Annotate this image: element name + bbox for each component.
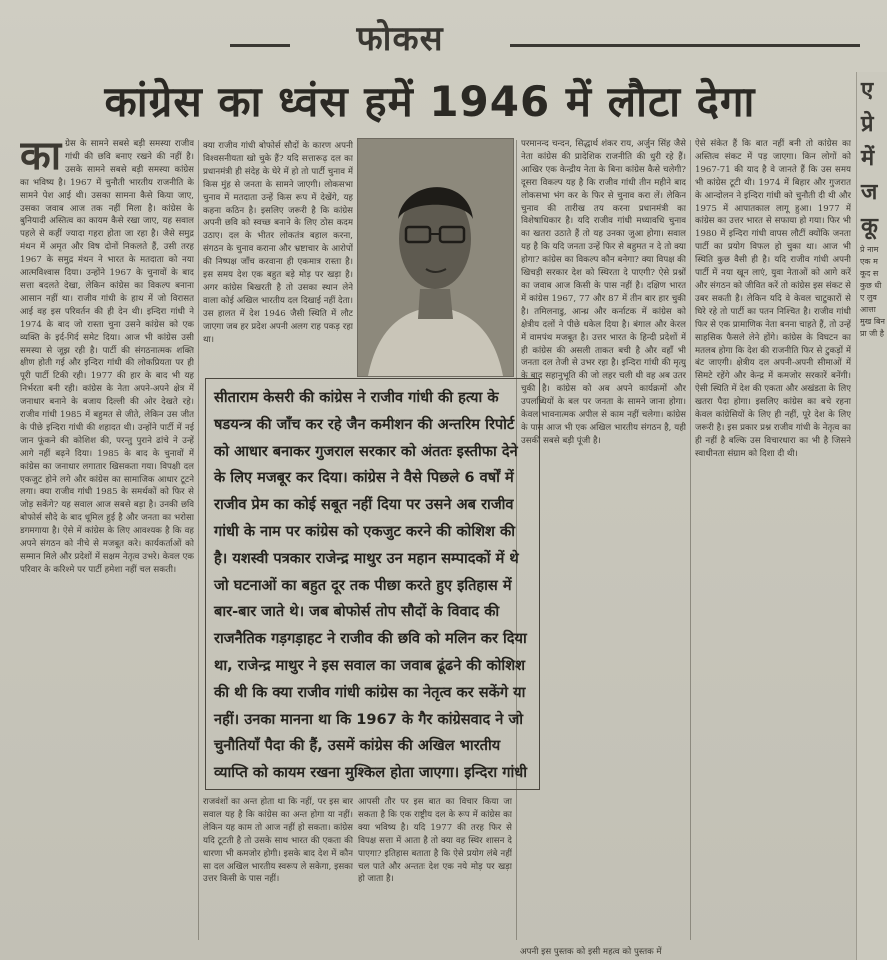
article-column-1 (20, 138, 194, 944)
strip-heading-fragment: ज (861, 180, 878, 205)
column-rule (690, 140, 691, 940)
article-headline: कांग्रेस का ध्वंस हमें 1946 में लौटा देगा (104, 77, 756, 126)
callout-box: सीताराम केसरी की कांग्रेस ने राजीव गांधी की हत्या के षडयन्त्र की जाँच कर रहे जैन कमीशन की अन्तरिम रिपोर्ट को आधार बनाकर गुजराल सरकार को अंततः इस्तीफा देने के लिए मजबूर कर दिया। कांग्रेस ने वैसे पिछले 6 वर्षों में राजीव प्रेम का कोई सबूत नहीं दिया पर उसने अब राजीव गांधी के नाम पर कांग्रेस को एकजुट करने की कोशिश की है। यशस्वी पत्रकार राजेन्द्र माथुर उन महान सम्पादकों में थे जो घटनाओं का बहुत दूर तक पीछा करते हुए इतिहास में बार-बार जाते थे। जब बोफोर्स तोप सौदों के विवाद की राजनैतिक गड़गड़ाहट ने राजीव की छवि को मलिन कर दिया था, राजेन्द्र माथुर ने इस सवाल का जवाब ढूंढने की कोशिश की थी कि क्या राजीव गांधी कांग्रेस का नेतृत्व कर सकेंगे या नहीं। उनका मानना था कि 1967 के गैर कांग्रेसवाद ने जो चुनौतियाँ पैदा की हैं, उसमें कांग्रेस की अखिल भारतीय व्याप्ति को कायम रखना मुश्किल होता जाएगा। इन्दिरा गांधी (205, 378, 540, 790)
column-text: ऐसे संकेत हैं कि बात नहीं बनी तो कांग्रेस का अस्तित्व संकट में पड़ जाएगा। किन लोगों को 1967-71 की याद है वे जानते हैं कि उस समय भी कांग्रेस टूटी थी। 1974 में बिहार और गुजरात के आन्दोलन ने इन्दिरा गांधी को चुनौती दी थी और 1975 में आपातकाल लागू हुआ। 1977 में कांग्रेस का उत्तर भारत से सफाया हो गया। फिर भी 1980 में इन्दिरा गांधी वापस लौटीं क्योंकि जनता पार्टी का प्रयोग विफल हो चुका था। आज भी स्थिति कुछ वैसी ही है। यदि राजीव गांधी अपनी पार्टी में नया खून लाएं, युवा नेताओं को आगे करें और संगठन को जीवित करें तो कांग्रेस इस संकट से उबर सकती है। लेकिन यदि वे केवल चाटुकारों से घिरे रहे तो पार्टी का पतन निश्चित है। राजीव गांधी फिर से एक प्रामाणिक नेता बनना चाहते हैं, तो उन्हें साहसिक फैसले लेने होंगे। कांग्रेस के विघटन का मतलब होगा कि देश की राजनीति फिर से टुकड़ों में बंट जाएगी। क्षेत्रीय दल अपनी-अपनी सीमाओं में सिमटे रहेंगे और केन्द्र में कमजोर सरकारें बनेंगी। ऐसी स्थिति में देश की एकता और अखंडता के लिए खतरा पैदा होगा। इसलिए कांग्रेस का बचे रहना केवल कांग्रेसियों के लिए ही नहीं, पूरे देश के लिए जरूरी है। इस प्रकार प्रश्न राजीव गांधी के नेतृत्व का ही नहीं है बल्कि उस विचारधारा का भी है जिसने स्वाधीनता संग्राम को दिशा दी थी। (695, 139, 851, 459)
strip-heading-fragment: कू (861, 214, 878, 239)
strip-text-fragment: प्रे नाम एक म कूद स कुछ धी ए लुव आत्ता मुख बिन प्रा जी है (860, 245, 885, 338)
kicker-rule-right (510, 44, 860, 47)
portrait-image (358, 139, 513, 376)
article-column-2 (203, 140, 353, 374)
strip-heading-fragment: ए (861, 78, 874, 103)
adjacent-article-strip (856, 72, 887, 960)
section-kicker: फोकस (356, 19, 444, 59)
author-photo (357, 138, 514, 377)
strip-heading-fragment: प्रे (861, 112, 874, 137)
column-text: ग्रेस के सामने सबसे बड़ी समस्या राजीव गांधी की छवि बनाए रखने की नहीं है। उसके सामने सबसे बड़ी समस्या कांग्रेस का भविष्य है। 1967 में चुनौती भारतीय राजनीति के सामने पेश आई थी। उसका सामना कैसे किया जाए, उसका जवाब आज तक नहीं मिला है। कांग्रेस के बुनियादी अस्तित्व का कायम कैसे रखा जाए, यह सवाल पहले से कहीं ज्यादा गहरा होता जा रहा है। जैसे समुद्र मंथन में अमृत और विष दोनों निकलते हैं, उसी तरह 1967 के समुद्र मंथन ने भारत के मतदाता को नया आत्मविश्वास दिया। उन्होंने 1967 के चुनावों के बाद सत्ता बदलते देखा, लेकिन कांग्रेस का विकल्प बनाना आसान नहीं था। राजीव गांधी के हाथ में जो विरासत आई वह इस परिवर्तन की ही देन थी। इन्दिरा गांधी ने 1974 के बाद जो रास्ता चुना उसने कांग्रेस को एक व्यक्ति के इर्द-गिर्द समेट दिया। आज भी कांग्रेस उसी समस्या से जूझ रही है। पार्टी की संगठनात्मक शक्ति क्षीण होती गई और इन्दिरा गांधी की लोकप्रियता पर ही पूरी पार्टी टिकी रही। 1977 की हार के बाद भी यह निर्भरता बनी रही। कांग्रेस के नेता अपने-अपने क्षेत्र में जनाधार बनाने के बजाय दिल्ली की ओर देखते रहे। राजीव गांधी 1985 में बहुमत से जीते, लेकिन उस जीत के पीछे इन्दिरा गांधी की शहादत थी। उन्होंने पार्टी में नई जान फूंकने की कोशिश की, परन्तु पुराने ढांचे ने उन्हें आगे नहीं बढ़ने दिया। 1985 के बाद के चुनावों में कांग्रेस का जनाधार लगातार खिसकता गया। विपक्षी दल एकजुट होने लगे और कांग्रेस का सामाजिक आधार टूटने लगा। क्या राजीव गांधी 1985 के समर्थकों को फिर से जोड़ सकेंगे? यह सवाल आज सबसे बड़ा है। उनकी छवि बोफोर्स सौदे के बाद धूमिल हुई है और जनता का भरोसा डगमगाया है। ऐसे में कांग्रेस के लिए आवश्यक है कि वह अपने संगठन को नीचे से मजबूत करे। कार्यकर्ताओं को सम्मान मिले और प्रदेशों में सक्षम नेतृत्व उभरे। केवल एक परिवार के करिश्मे पर पार्टी हमेशा नहीं चल सकती। (20, 139, 194, 575)
column-text: क्या राजीव गांधी बोफोर्स सौदों के कारण अपनी विश्वसनीयता खो चुके हैं? यदि सत्तारूढ़ दल का प्रधानमंत्री ही संदेह के घेरे में हो तो पार्टी चुनाव में किस मुंह से जनता के सामने जाएगी। लोकसभा चुनाव में मतदाता उन्हें किस रूप में देखेंगे, यह कहना कठिन है। इसलिए जरूरी है कि कांग्रेस अपनी छवि को स्वच्छ बनाने के लिए ठोस कदम उठाए। दल के भीतर लोकतंत्र बहाल करना, संगठन के चुनाव कराना और भ्रष्टाचार के आरोपों की निष्पक्ष जाँच करवाना ही एकमात्र रास्ता है। इस समय देश एक बहुत बड़े मोड़ पर खड़ा है। अगर कांग्रेस बिखरती है तो उसका स्थान लेने वाला कोई अखिल भारतीय दल दिखाई नहीं देता। उस हालत में देश 1946 जैसी स्थिति में लौट जाएगा जब हर प्रदेश अपनी अलग राह पकड़ रहा था। (203, 141, 353, 345)
article-column-bottom-3 (358, 796, 512, 944)
column-text: परमानन्द चन्दन, सिद्धार्थ शंकर राय, अर्जुन सिंह जैसे नेता कांग्रेस की प्रादेशिक राजनीति की धुरी रहे हैं। आखिर एक केन्द्रीय नेता के बिना कांग्रेस कैसे चलेगी? दूसरा विकल्प यह है कि राजीव गांधी तीन महीने बाद लोकसभा भंग कर के फिर से चुनाव करा लें। लेकिन चुनाव की तारीख तय करना प्रधानमंत्री का विशेषाधिकार है। यदि राजीव गांधी मध्यावधि चुनाव का खतरा उठाते हैं तो यह उनका जुआ होगा। सवाल यह है कि यदि जनता उन्हें फिर से बहुमत न दे तो क्या होगा? कांग्रेस का विकल्प कौन बनेगा? क्या विपक्ष की खिचड़ी सरकार देश को स्थिरता दे पाएगी? ऐसे प्रश्नों का जवाब आज किसी के पास नहीं है। दक्षिण भारत में कांग्रेस 1967, 77 और 87 में तीन बार हार चुकी है। तमिलनाडु, आन्ध्र और कर्नाटक में कांग्रेस को क्षेत्रीय दलों ने पीछे धकेल दिया है। बंगाल और केरल में वामपंथ मजबूत है। उत्तर भारत के हिन्दी प्रदेशों में ही कांग्रेस की असली ताकत बची है और वहाँ भी जनता दल तेजी से उभर रहा है। इन्दिरा गांधी की मृत्यु के बाद सहानुभूति की जो लहर चली थी वह अब उतर चुकी है। कांग्रेस को अब अपने कार्यक्रमों और उपलब्धियों के बल पर जनता के सामने जाना होगा। केवल भावनात्मक अपील से काम नहीं चलेगा। कांग्रेस के पास आज भी एक अखिल भारतीय संगठन है, यही उसकी सबसे बड़ी पूंजी है। (521, 139, 686, 446)
drop-cap: का (20, 138, 62, 179)
article-column-4 (695, 138, 851, 944)
column-text: आपसी तौर पर इस बात का विचार किया जा सकता है कि एक राष्ट्रीय दल के रूप में कांग्रेस का क्या भविष्य है। यदि 1977 की तरह फिर से विपक्ष सत्ता में आता है तो क्या वह स्थिर शासन दे पाएगा? इतिहास बताता है कि ऐसे प्रयोग लंबे नहीं चल पाते और अन्ततः देश एक नये मोड़ पर खड़ा हो जाता है। (358, 797, 512, 885)
article-column-bottom-2 (203, 796, 353, 944)
column-text: राजवंशों का अन्त होता था कि नहीं, पर इस बार सवाल यह है कि कांग्रेस का अन्त होगा या नहीं। लेकिन यह काम तो आज नहीं हो सकता। कांग्रेस यदि टूटती है तो उसके साथ भारत की एकता की धारणा भी कमजोर होगी। इसके बाद देश में कौन सा दल अखिल भारतीय स्वरूप ले सकेगा, इसका उत्तर किसी के पास नहीं। (203, 797, 353, 885)
column-rule (198, 140, 199, 940)
footer-text: अपनी इस पुस्तक को इसी महत्व को पुस्तक में (520, 947, 662, 957)
strip-heading-fragment: में (861, 146, 875, 171)
article-column-3 (521, 138, 686, 944)
